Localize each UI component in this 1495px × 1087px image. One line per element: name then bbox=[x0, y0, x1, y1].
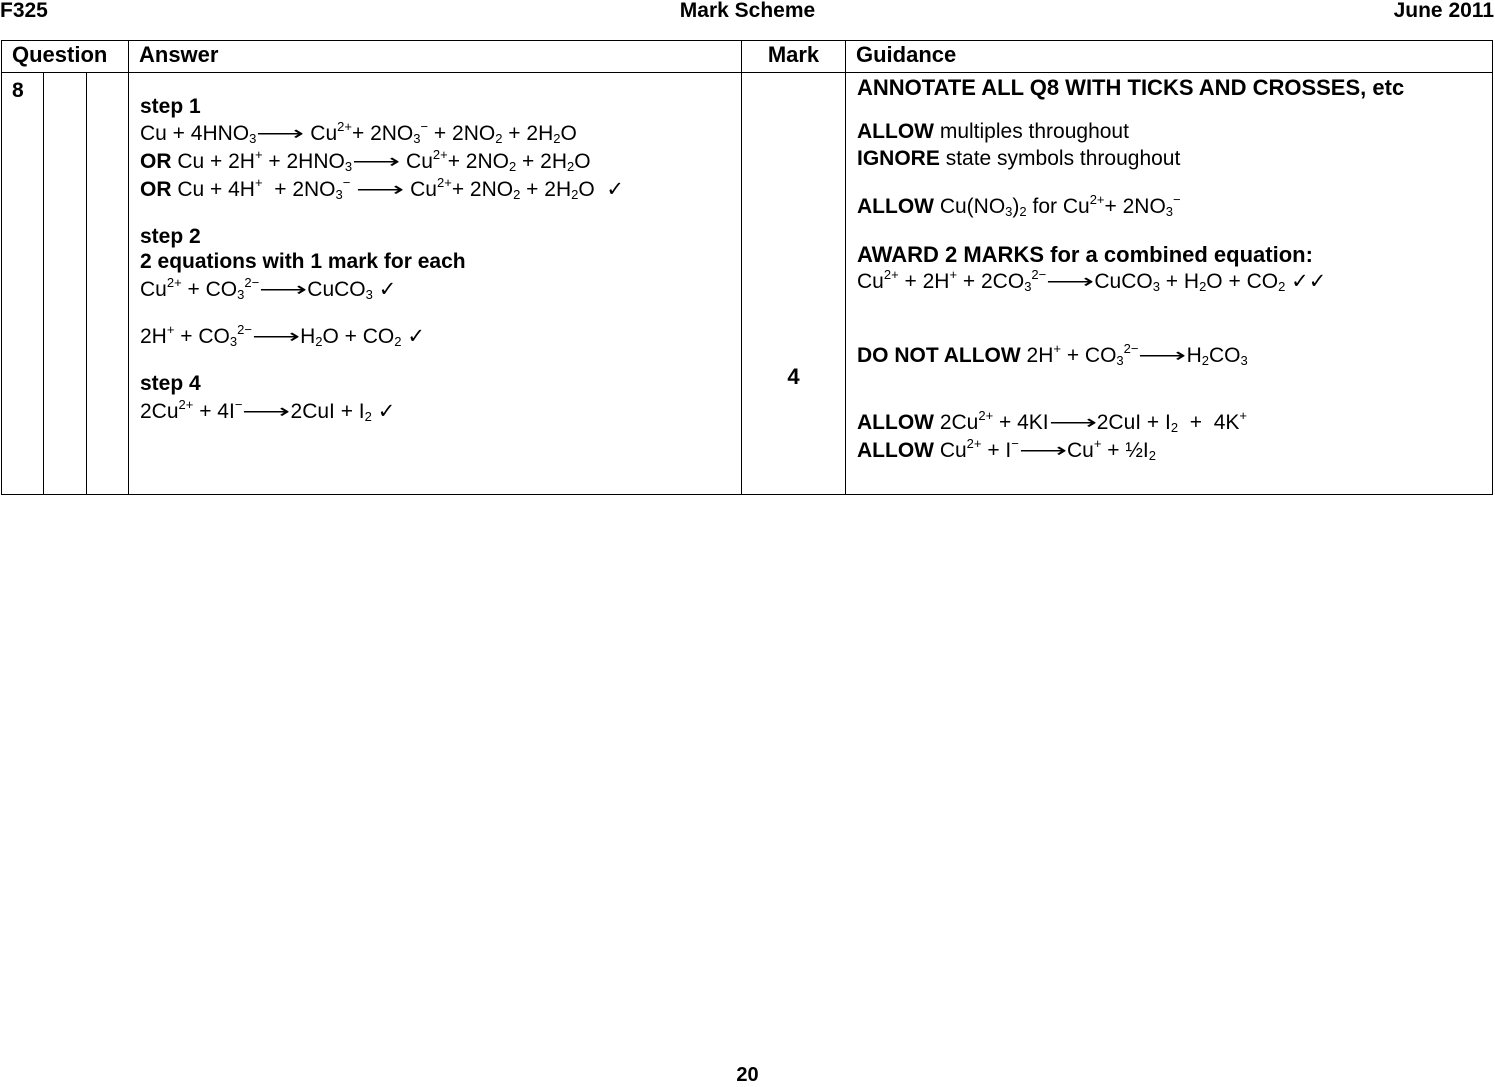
step4-equation: $2Cu^{2+}$ + 4I−⟶2CuI + $I_2$ ✓ bbox=[140, 397, 396, 424]
guidance-do-not-allow: DO NOT ALLOW $2H^+ + CO_3^{2-}⟶H_2CO_3$ bbox=[857, 341, 1248, 368]
step2-note: 2 equations with 1 mark for each bbox=[140, 250, 466, 273]
header-code: F325 bbox=[0, 0, 48, 22]
guidance-allow-nitrate: ALLOW $Cu(NO_3)_2$ for $Cu^{2+}+ 2NO_3^-$ bbox=[857, 192, 1181, 219]
guidance-cell bbox=[845, 72, 1493, 495]
tick-icon: ✓ bbox=[407, 325, 425, 348]
guidance-allow-multiples: ALLOW multiples throughout bbox=[857, 120, 1129, 143]
header-date: June 2011 bbox=[1393, 0, 1494, 22]
guidance-ignore-state: IGNORE state symbols throughout bbox=[857, 147, 1181, 170]
guidance-header: Guidance bbox=[845, 40, 1493, 73]
tick-icon: ✓ bbox=[1308, 270, 1327, 293]
step2-equation-b: $2H^+ + CO_3^{2-}⟶H_2O + CO_2$ ✓ bbox=[140, 322, 425, 349]
guidance-allow-half: ALLOW $Cu^{2+}$ + I−⟶Cu+ + $\frac{1}{2}I_2$ bbox=[857, 436, 1156, 463]
guidance-award-heading: AWARD 2 MARKS for a combined equation: bbox=[857, 242, 1313, 267]
guidance-allow-ki: ALLOW $2Cu^{2+}$ + 4KI⟶2CuI + $I_2 + 4K^+$ bbox=[857, 408, 1247, 435]
tick-icon: ✓ bbox=[378, 278, 397, 301]
step1-equation-b: OR $Cu + 2H^+ + 2HNO_3⟶$ $Cu^{2+}+ 2NO_2 + 2H_2O$ bbox=[140, 147, 591, 174]
guidance-combined-equation: $Cu^{2+} + 2H^+$ + $2CO_3^{2-}⟶CuCO_3 + H_2O + CO_2$ ✓✓ bbox=[857, 267, 1327, 294]
question-header: Question bbox=[1, 40, 129, 73]
answer-cell bbox=[128, 72, 742, 495]
mark-header: Mark bbox=[741, 40, 846, 73]
page-number: 20 bbox=[736, 1064, 759, 1086]
step2-equation-a: $Cu^{2+}$ + $CO_3^{2-}⟶CuCO_3$ ✓ bbox=[140, 275, 397, 302]
tick-icon: ✓ bbox=[377, 400, 396, 423]
question-part-cell bbox=[43, 72, 87, 495]
tick-icon: ✓ bbox=[1291, 270, 1309, 293]
question-number-cell bbox=[1, 72, 44, 495]
question-number: 8 bbox=[12, 79, 24, 102]
mark-value: 4 bbox=[787, 364, 800, 389]
step1-heading: step 1 bbox=[140, 95, 201, 118]
answer-header: Answer bbox=[128, 40, 742, 73]
step2-heading: step 2 bbox=[140, 225, 201, 248]
step1-equation-a: $Cu + 4HNO_3⟶$ $Cu^{2+}+ 2NO_3^- + 2NO_2 + 2H_2O$ bbox=[140, 119, 577, 146]
question-subpart-cell bbox=[86, 72, 129, 495]
mark-cell bbox=[741, 72, 846, 495]
tick-icon: ✓ bbox=[606, 178, 624, 201]
guidance-annotate: ANNOTATE ALL Q8 WITH TICKS AND CROSSES, etc bbox=[857, 75, 1405, 100]
header-title: Mark Scheme bbox=[679, 0, 816, 22]
step4-heading: step 4 bbox=[140, 372, 201, 395]
step1-equation-c: OR $Cu + 4H^+ + 2NO_3^-$ ⟶ $Cu^{2+}+ 2NO_2 + 2H_2O$ ✓ bbox=[140, 175, 624, 202]
